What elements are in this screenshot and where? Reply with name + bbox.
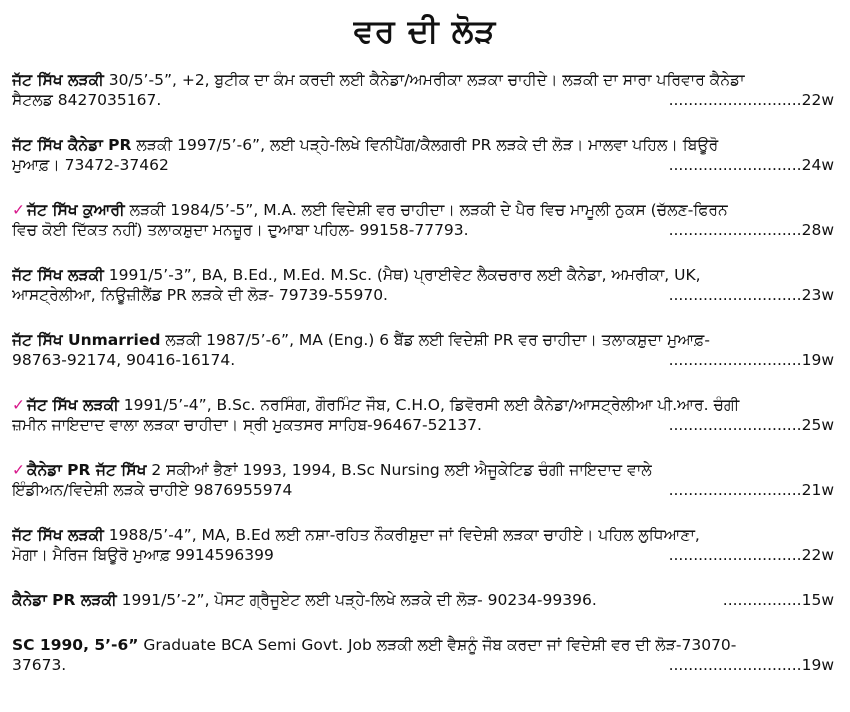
ad-heading: ਜੱਟ ਸਿੱਖ ਲੜਕੀ (12, 71, 104, 89)
ad-item (12, 265, 834, 305)
ad-code: ...........................25w (668, 416, 834, 434)
ad-heading: ਜੱਟ ਸਿੱਖ ਕੁਆਰੀ (27, 201, 125, 219)
ad-code: ...........................28w (668, 221, 834, 239)
ad-text-continued: ਮੋਗਾ। ਮੈਰਿਜ ਬਿਊਰੋ ਮੁਆਫ਼ 9914596399 (12, 546, 274, 564)
ad-item (12, 70, 834, 110)
ad-text: 1991/5’-2”, ਪੋਸਟ ਗ੍ਰੈਜੂਏਟ ਲਈ ਪੜ੍ਹੇ-ਲਿਖੇ ਲੜਕੇ ਦੀ ਲੋੜ- 90234-99396. (116, 591, 597, 609)
ad-text: 1988/5’-4”, MA, B.Ed ਲਈ ਨਸ਼ਾ-ਰਹਿਤ ਨੌਕਰੀਸ਼ੁਦਾ ਜਾਂ ਵਿਦੇਸ਼ੀ ਲੜਕਾ ਚਾਹੀਏ। ਪਹਿਲ ਲੁਧਿਆਣਾ, (103, 526, 700, 544)
classified-ads-list (12, 70, 834, 700)
ad-item (12, 330, 834, 370)
ad-heading: SC 1990, 5’-6” (12, 636, 139, 654)
ad-item (12, 395, 834, 435)
ad-item (12, 200, 834, 240)
ad-item (12, 135, 834, 175)
ad-code: ...........................23w (668, 286, 834, 304)
ad-text-continued: 37673. (12, 656, 67, 674)
ad-text-continued: 98763-92174, 90416-16174. (12, 351, 236, 369)
ad-text: 30/5’-5”, +2, ਬੁਟੀਕ ਦਾ ਕੰਮ ਕਰਦੀ ਲਈ ਕੈਨੇਡਾ/ਅਮਰੀਕਾ ਲੜਕਾ ਚਾਹੀਦੇ। ਲੜਕੀ ਦਾ ਸਾਰਾ ਪਰਿਵਾਰ ਕੈਨੇਡਾ (103, 71, 745, 89)
check-mark-icon: ✓ (12, 396, 25, 414)
ad-heading: ਕੈਨੇਡਾ PR ਜੱਟ ਸਿੱਖ (27, 461, 147, 479)
ad-text: 1991/5’-4”, B.Sc. ਨਰਸਿੰਗ, ਗੌਰਮਿੰਟ ਜੌਬ, C.H.O, ਡਿਵੋਰਸੀ ਲਈ ਕੈਨੇਡਾ/ਆਸਟ੍ਰੇਲੀਆ ਪੀ.ਆਰ. ਚੰਗੀ (118, 396, 740, 414)
ad-text: Graduate BCA Semi Govt. Job ਲੜਕੀ ਲਈ ਵੈਸ਼ਨੂੰ ਜੌਬ ਕਰਦਾ ਜਾਂ ਵਿਦੇਸ਼ੀ ਵਰ ਦੀ ਲੋੜ-73070- (138, 636, 737, 654)
ad-text: ਲੜਕੀ 1997/5’-6”, ਲਈ ਪੜ੍ਹੇ-ਲਿਖੇ ਵਿਨੀਪੈਂਗ/ਕੈਲਗਰੀ PR ਲੜਕੇ ਦੀ ਲੋੜ। ਮਾਲਵਾ ਪਹਿਲ। ਬਿਊਰੋ (131, 136, 719, 154)
ad-code: ................15w (722, 591, 834, 609)
ad-text: 1991/5’-3”, BA, B.Ed., M.Ed. M.Sc. (ਮੈਥ) ਪ੍ਰਾਈਵੇਟ ਲੈਕਚਰਾਰ ਲਈ ਕੈਨੇਡਾ, ਅਮਰੀਕਾ, UK, (103, 266, 701, 284)
check-mark-icon: ✓ (12, 201, 25, 219)
ad-text-continued: ਵਿਚ ਕੋਈ ਦਿੱਕਤ ਨਹੀਂ) ਤਲਾਕਸ਼ੁਦਾ ਮਨਜ਼ੂਰ। ਦੁਆਬਾ ਪਹਿਲ- 99158-77793. (12, 221, 469, 239)
ad-heading: ਜੱਟ ਸਿੱਖ ਲੜਕੀ (27, 396, 119, 414)
page-title: ਵਰ ਦੀ ਲੋੜ (353, 12, 497, 50)
ad-code: ...........................22w (668, 91, 834, 109)
ad-item (12, 590, 834, 610)
ad-heading: ਜੱਟ ਸਿੱਖ ਲੜਕੀ (12, 526, 104, 544)
ad-code: ...........................24w (668, 156, 834, 174)
ad-text-continued: ਸੈਟਲਡ 8427035167. (12, 91, 162, 109)
ad-text: ਲੜਕੀ 1984/5’-5”, M.A. ਲਈ ਵਿਦੇਸ਼ੀ ਵਰ ਚਾਹੀਦਾ। ਲੜਕੀ ਦੇ ਪੈਰ ਵਿਚ ਮਾਮੂਲੀ ਨੁਕਸ (ਚੱਲਣ-ਫਿਰਨ (124, 201, 728, 219)
ad-heading: ਜੱਟ ਸਿੱਖ ਕੈਨੇਡਾ PR (12, 136, 132, 154)
ad-item (12, 525, 834, 565)
ad-text-continued: ਜ਼ਮੀਨ ਜਾਇਦਾਦ ਵਾਲਾ ਲੜਕਾ ਚਾਹੀਦਾ। ਸ੍ਰੀ ਮੁਕਤਸਰ ਸਾਹਿਬ-96467-52137. (12, 416, 482, 434)
ad-code: ...........................19w (668, 656, 834, 674)
ad-code: ...........................22w (668, 546, 834, 564)
ad-text: 2 ਸਕੀਆਂ ਭੈਣਾਂ 1993, 1994, B.Sc Nursing ਲਈ ਐਜੂਕੇਟਿਡ ਚੰਗੀ ਜਾਇਦਾਦ ਵਾਲੇ (146, 461, 652, 479)
check-mark-icon: ✓ (12, 461, 25, 479)
ad-text-continued: ਆਸਟ੍ਰੇਲੀਆ, ਨਿਊਜ਼ੀਲੈਂਡ PR ਲੜਕੇ ਦੀ ਲੋੜ- 79739-55970. (12, 286, 388, 304)
ad-code: ...........................21w (668, 481, 834, 499)
ad-text: ਲੜਕੀ 1987/5’-6”, MA (Eng.) 6 ਬੈਂਡ ਲਈ ਵਿਦੇਸ਼ੀ PR ਵਰ ਚਾਹੀਦਾ। ਤਲਾਕਸ਼ੁਦਾ ਮੁਆਫ਼- (160, 331, 710, 349)
ad-heading: ਜੱਟ ਸਿੱਖ ਲੜਕੀ (12, 266, 104, 284)
ad-heading: ਜੱਟ ਸਿੱਖ Unmarried (12, 331, 161, 349)
ad-code: ...........................19w (668, 351, 834, 369)
ad-text-continued: ਇੰਡੀਅਨ/ਵਿਦੇਸ਼ੀ ਲੜਕੇ ਚਾਹੀਏ 9876955974 (12, 481, 293, 499)
ad-item (12, 635, 834, 675)
ad-text-continued: ਮੁਆਫ਼। 73472-37462 (12, 156, 169, 174)
ad-item (12, 460, 834, 500)
ad-heading: ਕੈਨੇਡਾ PR ਲੜਕੀ (12, 591, 117, 609)
